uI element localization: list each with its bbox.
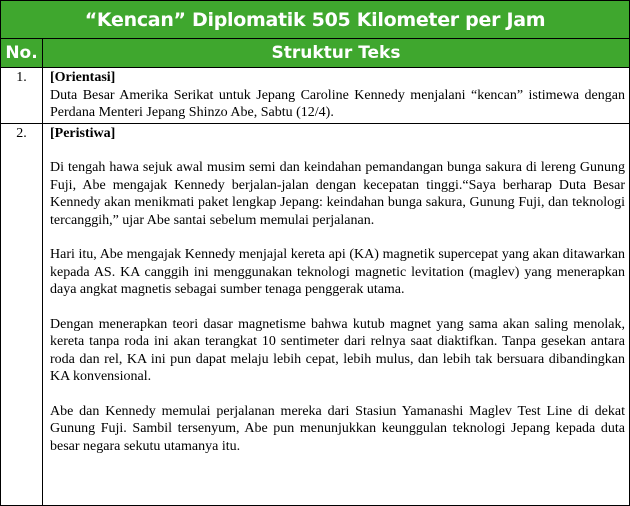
row-content	[43, 123, 630, 505]
row-number: 2.	[1, 123, 43, 505]
section-label-peristiwa: [Peristiwa]	[50, 125, 116, 141]
paragraph: Hari itu, Abe mengajak Kennedy menjajal kereta api (KA) magnetik supercepat yang akan ditawarkan kepada AS. KA canggih ini menggunakan teknologi magnetic levitation (maglev) yang menerapkan daya angkat magnetis sebagai sumber tenaga penggerak utama.	[50, 247, 625, 297]
table-row	[1, 123, 630, 505]
row-content	[43, 68, 630, 124]
paragraph: Dengan menerapkan teori dasar magnetisme bahwa kutub magnet yang sama akan saling menolak, kereta tanpa roda ini akan terangkat 10 sentimeter dari relnya saat diaktifkan. Tanpa gesekan antara roda dan rel, KA ini pun dapat melaju lebih cepat, lebih mulus, dan lebih tak bersuara dibandingkan KA konvensional.	[50, 316, 625, 384]
title-row	[1, 1, 630, 39]
section-label-orientasi: [Orientasi]	[50, 70, 116, 85]
table-row	[1, 68, 630, 124]
row-number: 1.	[1, 68, 43, 124]
orientasi-text: Duta Besar Amerika Serikat untuk Jepang Caroline Kennedy menjalani “kencan” istimewa dengan Perdana Menteri Jepang Shinzo Abe, Sabtu (12/4).	[50, 87, 625, 120]
header-structure: Struktur Teks	[43, 39, 630, 68]
document-title: “Kencan” Diplomatik 505 Kilometer per Jam	[1, 1, 630, 39]
paragraph: Di tengah hawa sejuk awal musim semi dan keindahan pemandangan bunga sakura di lereng Gunung Fuji, Abe mengajak Kennedy berjalan-jalan dengan kecepatan tinggi.“Saya berharap Duta Besar Kennedy akan menikmati paket lengkap Jepang: keindahan bunga sakura, Gunung Fuji, dan teknologi tercanggih,” ujar Abe santai sebelum memulai perjalanan.	[50, 160, 625, 228]
paragraph: Abe dan Kennedy memulai perjalanan mereka dari Stasiun Yamanashi Maglev Test Line di dekat Gunung Fuji. Sambil tersenyum, Abe pun menunjukkan keunggulan teknologi Jepang kepada duta besar negara sekutu utamanya itu.	[50, 403, 625, 454]
header-row	[1, 39, 630, 68]
header-no: No.	[1, 39, 43, 68]
